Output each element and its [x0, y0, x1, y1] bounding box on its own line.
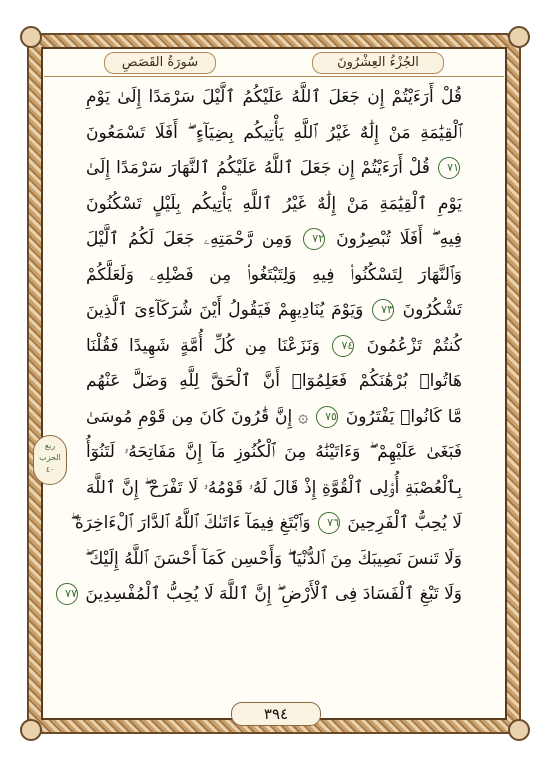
marker-line-3: ٤٠	[45, 465, 55, 474]
verse-text: وَلَا تَنسَ نَصِيبَكَ مِنَ ٱلدُّنْيَا ۖ وَأَحْسِن كَمَآ أَحْسَنَ ٱللَّهُ إِلَيْكَ ۖ	[85, 548, 462, 569]
ayah-number-marker: ٧٣	[372, 299, 394, 321]
verse-text: فَبَغَىٰ عَلَيْهِمْ ۖ وَءَاتَيْنَٰهُ مِنَ ٱلْكُنُوزِ مَآ إِنَّ مَفَاتِحَهُۥ لَتَنُوٓأُ	[86, 442, 462, 462]
quran-text-block	[65, 80, 463, 613]
marker-line-1: ربع	[44, 441, 56, 450]
verse-text: فِيهِ ۖ أَفَلَا تُبْصِرُونَ	[336, 229, 462, 249]
ayah-number-marker: ٧٥	[316, 406, 338, 428]
ayah-number-marker: ٧٧	[56, 583, 78, 605]
text-line	[86, 222, 462, 258]
verse-text: لَا يُحِبُّ ٱلْفَرِحِينَ	[347, 513, 462, 533]
text-line	[86, 329, 462, 365]
verse-text: بِٱلْعُصْبَةِ أُو۟لِى ٱلْقُوَّةِ إِذْ قَالَ لَهُۥ قَوْمُهُۥ لَا تَفْرَحْ ۖ إِنَّ ٱللَّهَ	[86, 477, 462, 498]
text-line	[86, 542, 462, 578]
text-line	[86, 80, 462, 116]
corner-ornament-icon	[508, 719, 530, 741]
verse-text: ۞ إِنَّ قَٰرُونَ كَانَ مِن قَوْمِ مُوسَىٰ	[86, 406, 309, 427]
text-line	[86, 293, 462, 329]
text-line	[86, 151, 462, 187]
verse-text: كُنتُمْ تَزْعُمُونَ	[366, 335, 462, 356]
ayah-number-marker: ٧١	[438, 157, 460, 179]
corner-ornament-icon	[20, 26, 42, 48]
verse-text: تَشْكُرُونَ	[402, 300, 462, 320]
text-line	[86, 258, 462, 294]
verse-text: وَنَزَعْنَا مِن كُلِّ أُمَّةٍ شَهِيدًا فَقُلْنَا	[86, 335, 320, 356]
ayah-number-marker: ٧٢	[303, 228, 325, 250]
marker-line-2: الحزب	[39, 453, 61, 462]
verse-text: وَمِن رَّحْمَتِهِۦ جَعَلَ لَكُمُ ٱلَّيْلَ	[86, 229, 293, 249]
verse-text: ٱلْقِيَٰمَةِ مَنْ إِلَٰهٌ غَيْرُ ٱللَّهِ يَأْتِيكُم بِضِيَآءٍ ۖ أَفَلَا تَسْمَعُونَ	[86, 122, 462, 143]
verse-text: وَٱلنَّهَارَ لِتَسْكُنُوا۟ فِيهِ وَلِتَبْتَغُوا۟ مِن فَضْلِهِۦ وَلَعَلَّكُمْ	[86, 264, 462, 285]
text-line	[86, 187, 462, 223]
page-header	[44, 50, 504, 77]
ayah-number-marker: ٧٦	[318, 512, 340, 534]
verse-text: مَّا كَانُوا۟ يَفْتَرُونَ	[345, 406, 463, 427]
text-line	[86, 400, 462, 436]
ayah-number-marker: ٧٤	[332, 335, 354, 357]
text-line	[86, 471, 462, 507]
verse-text: يَوْمِ ٱلْقِيَٰمَةِ مَنْ إِلَٰهٌ غَيْرُ ٱللَّهِ يَأْتِيكُم بِلَيْلٍ تَسْكُنُونَ	[86, 193, 462, 214]
corner-ornament-icon	[508, 26, 530, 48]
surah-name: سُورَةُ القَصَصِ	[104, 52, 216, 74]
verse-text: هَاتُوا۟ بُرْهَٰنَكُمْ فَعَلِمُوٓا۟ أَنَّ ٱلْحَقَّ لِلَّهِ وَضَلَّ عَنْهُم	[86, 371, 462, 391]
text-line	[65, 577, 462, 613]
verse-text: وَلَا تَبْغِ ٱلْفَسَادَ فِى ٱلْأَرْضِ ۖ إِنَّ ٱللَّهَ لَا يُحِبُّ ٱلْمُفْسِدِينَ	[85, 584, 462, 604]
hizb-quarter-marker	[33, 435, 67, 485]
text-line	[86, 364, 462, 400]
text-line	[70, 506, 462, 542]
verse-text: وَيَوْمَ يُنَادِيهِمْ فَيَقُولُ أَيْنَ شُرَكَآءِىَ ٱلَّذِينَ	[86, 300, 364, 320]
verse-text: قُلْ أَرَءَيْتُمْ إِن جَعَلَ ٱللَّهُ عَلَيْكُمُ ٱلَّيْلَ سَرْمَدًا إِلَىٰ يَوْمِ	[86, 87, 462, 107]
page-number: ٣٩٤	[231, 702, 321, 726]
text-line	[86, 116, 462, 152]
text-line	[86, 435, 462, 471]
verse-text: قُلْ أَرَءَيْتُمْ إِن جَعَلَ ٱللَّهُ عَلَيْكُمُ ٱلنَّهَارَ سَرْمَدًا إِلَىٰ	[86, 158, 430, 178]
juz-name: الجُزْءُ العِشْرُونَ	[312, 52, 444, 74]
corner-ornament-icon	[20, 719, 42, 741]
verse-text: وَٱبْتَغِ فِيمَآ ءَاتَىٰكَ ٱللَّهُ ٱلدَّارَ ٱلْءَاخِرَةَ ۖ	[70, 513, 311, 533]
